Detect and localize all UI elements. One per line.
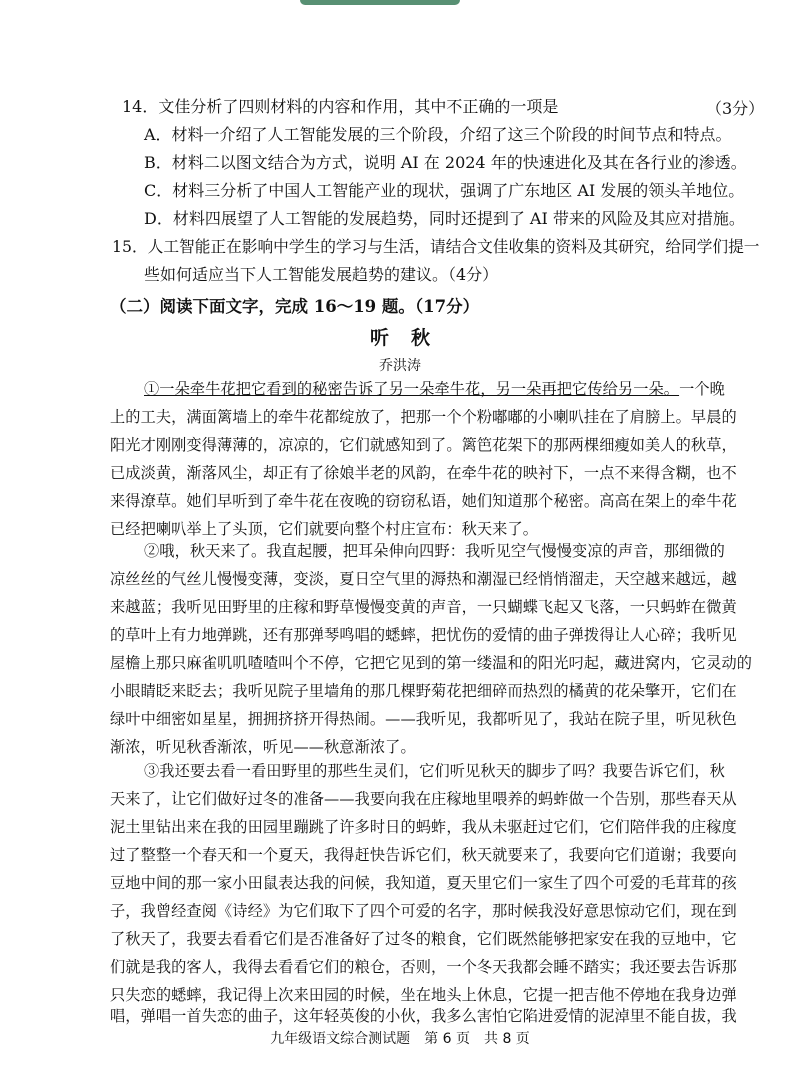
passage-line: 泥土里钻出来在我的田园里蹦跳了许多时日的蚂蚱，我从未驱赶过它们，它们陪伴我的庄稼度 [110,818,737,836]
passage-line: 小眼睛眨来眨去；我听见院子里墙角的那几棵野菊花把细碎而热烈的橘黄的花朵擎开，它们在 [110,682,737,700]
passage-line: ②哦，秋天来了。我直起腰，把耳朵伸向四野：我听见空气慢慢变凉的声音，那细微的 [144,542,725,560]
passage-p1-first-line [144,378,725,400]
passage-line: 屋檐上那只麻雀叽叽喳喳叫个不停，它把它见到的第一缕温和的阳光叼起，藏进窝内，它灵动的 [110,654,753,672]
scan-edge-mark [300,0,460,5]
passage-line: 阳光才刚刚变得薄薄的，凉凉的，它们就感知到了。篱笆花架下的那两棵细瘦如美人的秋草， [110,436,737,454]
passage-title: 听秋 [369,327,452,349]
q14-option-b: B．材料二以图文结合为方式，说明 AI 在 2024 年的快速进化及其在各行业的渗透。 [144,153,747,172]
passage-line: 了秋天了，我要去看看它们是否准备好了过冬的粮食，它们既然能够把家安在我的豆地中，它 [110,930,737,948]
passage-line: 豆地中间的那一家小田鼠表达我的问候，我知道，夏天里它们一家生了四个可爱的毛茸茸的孩 [110,874,737,892]
passage-line: 已经把喇叭举上了头顶，它们就要向整个村庄宣布：秋天来了。 [110,520,539,538]
passage-line: 绿叶中细密如星星，拥拥挤挤开得热闹。——我听见，我都听见了，我站在院子里，听见秋色 [110,710,737,728]
q14-stem: 14．文佳分析了四则材料的内容和作用，其中不正确的一项是 [122,97,559,116]
passage-line: 来得潦草。她们早听到了牵牛花在夜晚的窃窃私语，她们知道那个秘密。高高在架上的牵牛花 [110,492,737,510]
passage-line: 只失恋的蟋蟀，我记得上次来田园的时候，坐在地头上休息，它提一把吉他不停地在我身边弹 [110,986,737,1004]
passage-line: 来越蓝；我听见田野里的庄稼和野草慢慢变黄的声音，一只蝴蝶飞起又飞落，一只蚂蚱在微黄 [110,598,737,616]
section-heading: （二）阅读下面文字，完成 16～19 题。（17分） [110,297,480,316]
passage-line: 过了整整一个春天和一个夏天，我得赶快告诉它们，秋天就要来了，我要向它们道谢；我要向 [110,846,737,864]
passage-line: 已成淡黄，渐落风尘，却正有了徐娘半老的风韵，在牵牛花的映衬下，一点不来得含糊，也不 [110,464,737,482]
passage-line: 天来了，让它们做好过冬的准备——我要向我在庄稼地里喂养的蚂蚱做一个告别，那些春天从 [110,790,737,808]
passage-line: 渐浓，听见秋香渐浓，听见——秋意渐浓了。 [110,738,416,756]
q15-line-2: 些如何适应当下人工智能发展趋势的建议。（4分） [144,265,499,284]
passage-p1-underlined: ①一朵牵牛花把它看到的秘密告诉了另一朵牵牛花，另一朵再把它传给另一朵。 [144,380,680,398]
q14-option-a: A．材料一介绍了人工智能发展的三个阶段，介绍了这三个阶段的时间节点和特点。 [144,125,732,144]
q14-score: （3分） [706,99,765,118]
q14-option-c: C．材料三分析了中国人工智能产业的现状，强调了广东地区 AI 发展的领头羊地位。 [144,181,745,200]
passage-author: 乔洪涛 [379,358,421,374]
passage-line: 唱，弹唱一首失恋的曲子，这年轻英俊的小伙，我多么害怕它陷进爱情的泥淖里不能自拔，我 [110,1007,737,1025]
q14-option-d: D．材料四展望了人工智能的发展趋势，同时还提到了 AI 带来的风险及其应对措施。 [144,209,745,228]
passage-line: 凉丝丝的气丝儿慢慢变薄，变淡，夏日空气里的溽热和潮湿已经悄悄溜走，天空越来越远，越 [110,570,737,588]
page-footer: 九年级语文综合测试题 第 6 页 共 8 页 [270,1031,530,1047]
passage-line: ③我还要去看一看田野里的那些生灵们，它们听见秋天的脚步了吗？我要告诉它们，秋 [144,762,725,780]
passage-line: 上的工夫，满面篱墙上的牵牛花都绽放了，把那一个个粉嘟嘟的小喇叭挂在了肩膀上。早晨的 [110,408,737,426]
q15-line-1: 15．人工智能正在影响中学生的学习与生活，请结合文佳收集的资料及其研究，给同学们提一 [112,237,760,256]
passage-line: 们就是我的客人，我得去看看它们的粮仓，否则，一个冬天我都会睡不踏实；我还要去告诉那 [110,958,737,976]
passage-p1-first-tail: 一个晚 [679,380,725,398]
passage-line: 的草叶上有力地弹跳，还有那弹琴鸣唱的蟋蟀，把忧伤的爱情的曲子弹拨得让人心碎；我听见 [110,626,737,644]
passage-line: 子，我曾经查阅《诗经》为它们取下了四个可爱的名字，那时候我没好意思惊动它们，现在到 [110,902,737,920]
